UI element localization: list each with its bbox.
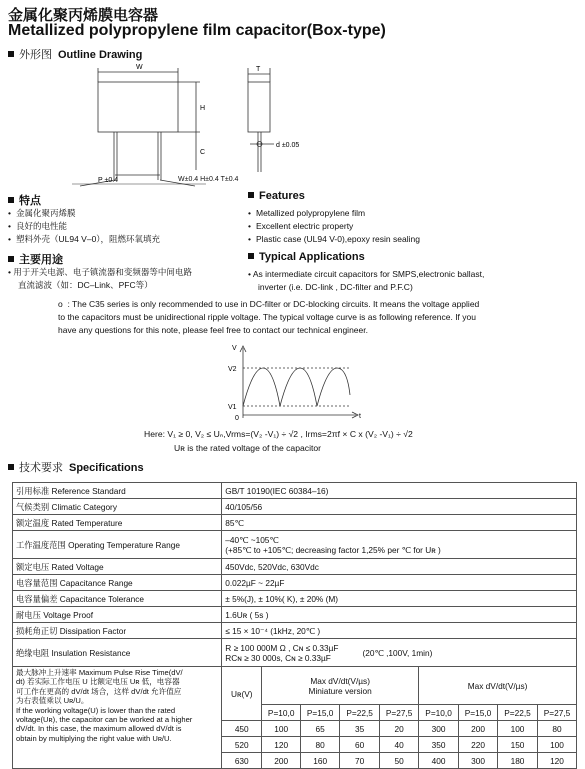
table-row: 电容量范围 Capacitance Range 0.022µF ~ 22µF [13, 575, 577, 591]
list-item: • Excellent electric property [248, 220, 420, 233]
apps-cn-text: • 用于开关电源、电子镇流器和变频器等中间电路 直流滤波（如：DC–Link、PFC等） [8, 267, 192, 290]
bullet-square-icon [248, 192, 254, 198]
table-row: 工作温度范围 Operating Temperature Range –40℃ ~105℃ (+85℃ to +105℃; decreasing factor 1,25% per ℃ for Uʀ ) [13, 531, 577, 559]
table-row: P=10,0 P=15,0 P=22,5 P=27,5 P=10,0 P=15,0 P=22,5 P=27,5 [13, 705, 577, 721]
dim-d-label: d ±0.05 [276, 142, 300, 149]
list-item: • 塑料外壳（UL94 V–0），阻燃环氧填充 [8, 233, 160, 246]
apps-en-heading: Typical Applications [248, 251, 365, 263]
bullet-square-icon [8, 464, 14, 470]
list-item: • Plastic case (UL94 V-0),epoxy resin sealing [248, 233, 420, 246]
bullet-square-icon [248, 253, 254, 259]
v1-label: V1 [228, 404, 237, 411]
outline-heading: 外形图 Outline Drawing [8, 46, 142, 62]
dim-w-label: W [136, 64, 143, 71]
dim-t-label: T [256, 66, 261, 73]
table-row: 额定电压 Rated Voltage 450Vdc, 520Vdc, 630Vdc [13, 559, 577, 575]
outline-side-view-drawing [228, 60, 338, 190]
v2-label: V2 [228, 366, 237, 373]
table-row: 气候类别 Climatic Category 40/105/56 [13, 499, 577, 515]
title-english: Metallized polypropylene film capacitor(Box-type) [8, 22, 386, 39]
table-row: 450 100 65 35 20 300 200 100 80 [13, 721, 577, 737]
voltage-waveform-diagram [228, 340, 368, 424]
title-chinese: 金属化聚丙烯膜电容器 [8, 7, 159, 24]
spec-table [12, 482, 577, 769]
origin-label: 0 [235, 415, 239, 422]
features-cn-heading: 特点 [8, 192, 41, 208]
features-en-list [248, 207, 420, 246]
bullet-square-icon [8, 197, 14, 203]
dim-c-label: C [200, 149, 206, 156]
list-item: • 金属化聚丙烯膜 [8, 207, 160, 220]
apps-en-text: • As intermediate circuit capacitors for SMPS,electronic ballast, inverter (i.e. DC-link , DC-filter and P.F.C) [248, 269, 485, 292]
usage-note: o : The C35 series is only recommended to use in DC-filter or DC-blocking circuits. It means the voltage applied to the capacitors must be unidirectional ripple voltage. The typical voltage curve is as following reference. If you have any questions for this note, please feel free to contact our technical engineer. [58, 299, 480, 335]
table-row: 最大脉冲上升速率 Maximum Pulse Rise Time(dV/ dt) 若实际工作电压 U 比额定电压 Uʀ 低，电容器 可工作在更高的 dV/dt 场合，这样 dV/dt 允许值应 为右表值乘以 Uʀ/U。 If the working voltage(U) is lower than the rated voltage(Uʀ), the capacitor can be worked at a higher dV/dt. In this case, the maximum allowed dV/dt is obtain by multiplying the right value with Uʀ/U. Uʀ(V) Max dV/dt(V/µs) Miniature version Max dV/dt(V/µs) [13, 667, 577, 705]
axis-t-label: t [359, 413, 361, 420]
table-row: 电容量偏差 Capacitance Tolerance ± 5%(J), ± 10%( K), ± 20% (M) [13, 591, 577, 607]
table-row: 额定温度 Rated Temperature 85℃ [13, 515, 577, 531]
table-row: 耐电压 Voltage Proof 1.6Uʀ ( 5s ) [13, 607, 577, 623]
features-en-heading: Features [248, 190, 305, 202]
dimension-tolerance-note: W±0.4 H±0.4 T±0.4 [178, 176, 239, 183]
spec-heading: 技术要求 Specifications [8, 459, 144, 475]
list-item: • 良好的电性能 [8, 220, 160, 233]
bullet-square-icon [8, 51, 14, 57]
table-row: 630 200 160 70 50 400 300 180 120 [13, 753, 577, 769]
list-item: • Metallized polypropylene film [248, 207, 420, 220]
outline-front-view-drawing [60, 60, 220, 190]
dim-h-label: H [200, 105, 206, 112]
features-cn-list [8, 207, 160, 246]
formula-line-1: Here: V₁ ≥ 0, V₂ ≤ Uₙ,Vrms=(V₂ -V₁) ÷ √2 , Irms=2πf × C x (V₂ -V₁) ÷ √2 [144, 429, 413, 439]
table-row: 损耗角正切 Dissipation Factor ≤ 15 × 10⁻⁴ (1kHz, 20℃ ) [13, 623, 577, 639]
pulse-label-cell: 最大脉冲上升速率 Maximum Pulse Rise Time(dV/ dt) 若实际工作电压 U 比额定电压 Uʀ 低，电容器 可工作在更高的 dV/dt 场合，这样 dV/dt 允许值应 为右表值乘以 Uʀ/U。 If the working voltage(U) is lower than the rated voltage(Uʀ), the capacitor can be worked at a higher dV/dt. In this case, the maximum allowed dV/dt is obtain by multiplying the right value with Uʀ/U. [13, 667, 222, 769]
apps-cn-heading: 主要用途 [8, 251, 63, 267]
bullet-square-icon [8, 256, 14, 262]
table-row: 引用标准 Reference Standard GB/T 10190(IEC 60384–16) [13, 483, 577, 499]
dim-p-label: P ±0.4 [98, 177, 119, 184]
table-row: 绝缘电阻 Insulation Resistance R ≥ 100 000M Ω , Cɴ ≤ 0.33µF RCɴ ≥ 30 000s, Cɴ ≥ 0.33µF (20℃ ,100V, 1min) [13, 639, 577, 667]
table-row: 520 120 80 60 40 350 220 150 100 [13, 737, 577, 753]
axis-v-label: V [232, 345, 237, 352]
formula-line-2: Uʀ is the rated voltage of the capacitor [174, 443, 322, 453]
